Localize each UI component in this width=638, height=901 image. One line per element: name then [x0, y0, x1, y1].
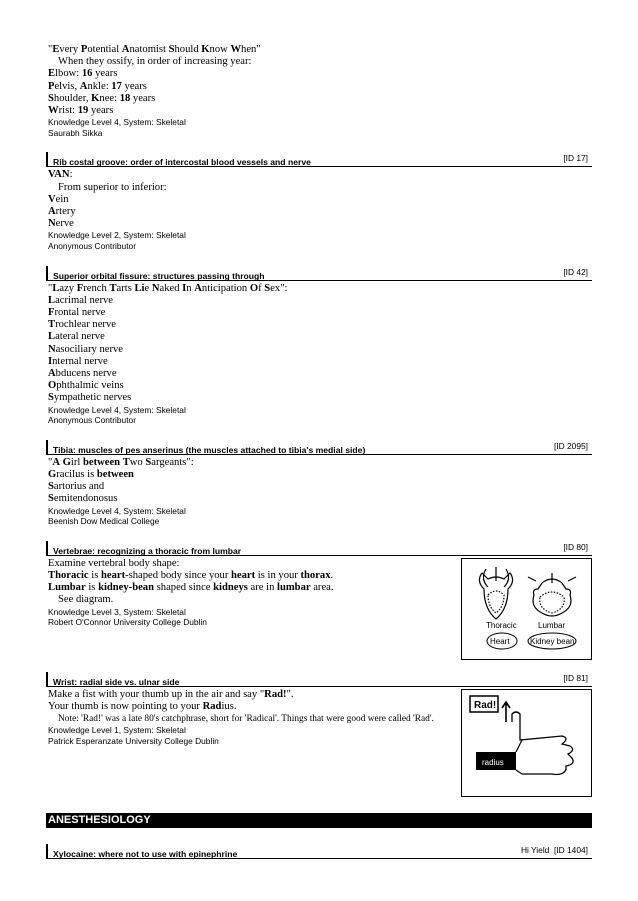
text-line: Examine vertebral body shape: [48, 557, 180, 569]
initial: G [48, 469, 57, 481]
kidney-label: Kidney bean [530, 636, 575, 646]
list-item [48, 344, 592, 356]
entry-title[interactable]: Xylocaine: where not to use with epinephrine [53, 848, 238, 859]
text: " [48, 44, 53, 55]
initial: T [122, 456, 130, 468]
text: ympathetic nerves [53, 392, 132, 404]
knowledge-level: Knowledge Level 3, System: Skeletal [48, 606, 186, 617]
value: 17 [111, 80, 122, 92]
word: thorax [300, 570, 331, 582]
initial: A [121, 44, 130, 55]
text: houlder, [53, 92, 92, 104]
text: elvis, [54, 80, 80, 92]
initial: N [48, 343, 56, 355]
wrist-line [516, 740, 522, 774]
list-item [48, 469, 592, 481]
ossification-entry [46, 44, 592, 138]
author: Robert O'Connor University College Dublin [48, 617, 207, 628]
list-item [48, 194, 592, 206]
author: Anonymous Contributor [48, 415, 136, 426]
initial: W [48, 105, 59, 117]
text: rontal nerve [54, 307, 106, 319]
initial: K [201, 44, 210, 55]
text: rtery [55, 206, 76, 218]
text: nee: [99, 92, 120, 104]
hi-yield-badge: Hi Yield [520, 844, 550, 855]
initial: A [48, 206, 56, 218]
text: asociliary nerve [55, 343, 124, 355]
list-item [48, 307, 592, 319]
mnemonic-line [48, 283, 592, 295]
word: lumbar [277, 582, 311, 594]
word: Rad! [264, 688, 287, 700]
author: Patrick Esperanzate University College Dublin [48, 736, 219, 747]
heart-label: Heart [490, 636, 510, 646]
text: phthalmic veins [56, 380, 124, 392]
initial: O [48, 380, 57, 392]
initial: Li [134, 282, 145, 294]
thumb-drawing [462, 690, 591, 796]
text: very [59, 44, 81, 55]
vertebrae-entry [46, 556, 592, 660]
text: racilus is [56, 469, 97, 481]
text: is in your [255, 570, 301, 582]
initial: A [48, 368, 56, 380]
list-item [48, 68, 592, 80]
text: natomist [129, 44, 169, 55]
text: rench [83, 282, 110, 294]
text: e [144, 282, 152, 294]
initial: L [48, 294, 56, 306]
initial: S [168, 44, 175, 55]
initial: T [109, 282, 117, 294]
initial: S [264, 282, 271, 294]
hand-outline-icon [512, 712, 573, 775]
text: years [92, 68, 118, 80]
initial: E [48, 68, 56, 80]
text: rist: [58, 105, 78, 117]
note: Note: 'Rad!' was a late 80's catchphrase, short for 'Radical'. Things that were good were called 'Rad'. [58, 714, 434, 725]
word: kidneys [213, 582, 248, 594]
initial: I [182, 282, 187, 294]
text: nticipation [201, 282, 250, 294]
text: nternal nerve [52, 355, 108, 367]
mnemonic-line [48, 169, 592, 181]
initial: N [151, 282, 160, 294]
text: nkle: [87, 80, 112, 92]
text: years [130, 92, 156, 104]
entry-id: [ID 42] [563, 266, 588, 277]
intro: From superior to inferior: [58, 181, 167, 193]
text: now [209, 44, 231, 55]
initial: N [48, 218, 56, 230]
list-item [48, 368, 592, 380]
initial: A [79, 80, 88, 92]
list-item [48, 218, 592, 230]
knowledge-level: Knowledge Level 4, System: Skeletal [48, 404, 186, 415]
thumb-diagram [461, 689, 592, 797]
list-item [48, 392, 592, 404]
initial: S [48, 392, 54, 404]
lumbar-vertebra-icon [528, 573, 576, 616]
word: Rad [202, 701, 222, 713]
text: ateral nerve [55, 331, 105, 343]
text: is [88, 570, 101, 582]
entry-id: [ID 80] [563, 541, 588, 552]
list-item [48, 481, 592, 493]
text: hen" [241, 44, 261, 55]
text: azy [59, 282, 77, 294]
text: irl [70, 456, 83, 468]
intro: When they ossify, in order of increasing year: [58, 56, 252, 68]
text: : [69, 169, 73, 181]
initial: S [48, 493, 54, 505]
list-item [48, 206, 592, 218]
initial: A [52, 456, 60, 468]
text: artorius and [53, 481, 105, 493]
thoracic-vertebra-icon [479, 567, 512, 619]
rib-entry [46, 167, 592, 251]
note: See diagram. [58, 594, 114, 606]
author: Beenish Dow Medical College [48, 516, 160, 527]
entry-id: [ID 2095] [554, 440, 588, 451]
initial: T [48, 319, 56, 331]
text: emitendonosus [53, 493, 118, 505]
initial: P [80, 44, 88, 55]
initial: S [48, 481, 54, 493]
text: Your thumb is now pointing to your [48, 701, 203, 713]
knowledge-level: Knowledge Level 1, System: Skeletal [48, 725, 186, 736]
initial: I [48, 355, 53, 367]
mnemonic: VAN [48, 169, 70, 181]
text: shaped since [154, 582, 214, 594]
text: are in [247, 582, 278, 594]
word: between [96, 469, 134, 481]
text: argeants": [151, 456, 194, 468]
value: 16 [81, 68, 93, 80]
knowledge-level: Knowledge Level 4, System: Skeletal [48, 117, 186, 128]
knowledge-level: Knowledge Level 4, System: Skeletal [48, 505, 186, 516]
radius-label: radius [482, 757, 504, 767]
text: rochlear nerve [55, 319, 116, 331]
text: lbow: [55, 68, 82, 80]
list-item [48, 295, 592, 307]
text: aked [159, 282, 183, 294]
text: f [258, 282, 265, 294]
list-item [48, 331, 592, 343]
mnemonic-line [48, 457, 592, 469]
list-item [48, 81, 592, 93]
initial: F [76, 282, 84, 294]
word: Thoracic [48, 570, 89, 582]
text: ius. [221, 701, 237, 713]
initial: L [48, 331, 56, 343]
initial: V [48, 193, 56, 205]
initial: E [52, 44, 60, 55]
entry-title[interactable]: Rib costal groove: order of intercostal blood vessels and nerve [53, 157, 311, 168]
initial: F [48, 307, 55, 319]
text: is [85, 582, 99, 594]
entry-header[interactable] [46, 844, 592, 859]
text: " [48, 456, 53, 468]
word: Lumbar [48, 582, 86, 594]
thoracic-label: Thoracic [486, 620, 517, 630]
text: arts [116, 282, 135, 294]
list-item [48, 105, 592, 117]
value: 19 [77, 105, 89, 117]
entry-header[interactable] [46, 672, 592, 687]
list-item [48, 93, 592, 105]
orbital-fissure-entry [46, 281, 592, 426]
entry-meta [521, 844, 588, 857]
entry-id: [ID 81] [563, 672, 588, 683]
text: bducens nerve [55, 368, 117, 380]
initial: W [230, 44, 242, 55]
page [46, 44, 592, 859]
tibia-entry [46, 455, 592, 527]
text: acrimal nerve [55, 294, 114, 306]
entry-title[interactable]: Wrist: radial side vs. ulnar side [53, 676, 180, 687]
word: heart [231, 570, 256, 582]
entry-header[interactable] [46, 541, 592, 556]
text: n [186, 282, 195, 294]
word: between [82, 456, 121, 468]
text: -shaped body since your [125, 570, 232, 582]
text: ein [55, 193, 69, 205]
text: ex": [270, 282, 288, 294]
list-item [48, 380, 592, 392]
text: years [88, 105, 114, 117]
value: 18 [119, 92, 131, 104]
author: Saurabh Sikka [48, 127, 103, 138]
text: erve [55, 218, 74, 230]
entry-header[interactable] [46, 440, 592, 455]
list-item [48, 319, 592, 331]
entry-id: [ID 17] [563, 153, 588, 164]
entry-title[interactable]: Vertebrae: recognizing a thoracic from lumbar [53, 545, 242, 556]
text: wo [129, 456, 146, 468]
initial: S [145, 456, 152, 468]
entry-header[interactable] [46, 152, 592, 167]
initial: G [62, 456, 71, 468]
entry-title[interactable]: Tibia: muscles of pes anserinus (the muscles attached to tibia's medial side) [53, 444, 366, 455]
text: Make a fist with your thumb up in the air and say " [48, 688, 265, 700]
text: hould [174, 44, 202, 55]
vertebrae-diagram [461, 558, 592, 660]
vertebrae-drawing [462, 559, 591, 659]
initial: K [91, 92, 100, 104]
text: years [121, 80, 147, 92]
section-header: ANESTHESIOLOGY [46, 813, 592, 828]
text: otential [87, 44, 122, 55]
knowledge-level: Knowledge Level 2, System: Skeletal [48, 230, 186, 241]
list-item [48, 356, 592, 368]
entry-title[interactable]: Superior orbital fissure: structures passing through [53, 270, 265, 281]
entry-id: [ID 1404] [554, 844, 588, 855]
wrist-entry [46, 687, 592, 795]
initial: A [194, 282, 202, 294]
bubble-label: Rad! [474, 699, 497, 711]
text: area. [310, 582, 334, 594]
initial: O [249, 282, 259, 294]
arrow-up-icon [502, 702, 510, 722]
text: . [330, 570, 334, 582]
author: Anonymous Contributor [48, 241, 136, 252]
entry-header[interactable] [46, 266, 592, 281]
initial: S [48, 92, 54, 104]
mnemonic-line [48, 44, 592, 56]
lumbar-label: Lumbar [538, 620, 566, 630]
list-item [48, 493, 592, 505]
word: heart [100, 570, 126, 582]
initial: L [52, 282, 60, 294]
text: ". [286, 688, 294, 700]
initial: P [48, 80, 55, 92]
word: kidney-bean [98, 582, 154, 594]
text: " [48, 282, 53, 294]
